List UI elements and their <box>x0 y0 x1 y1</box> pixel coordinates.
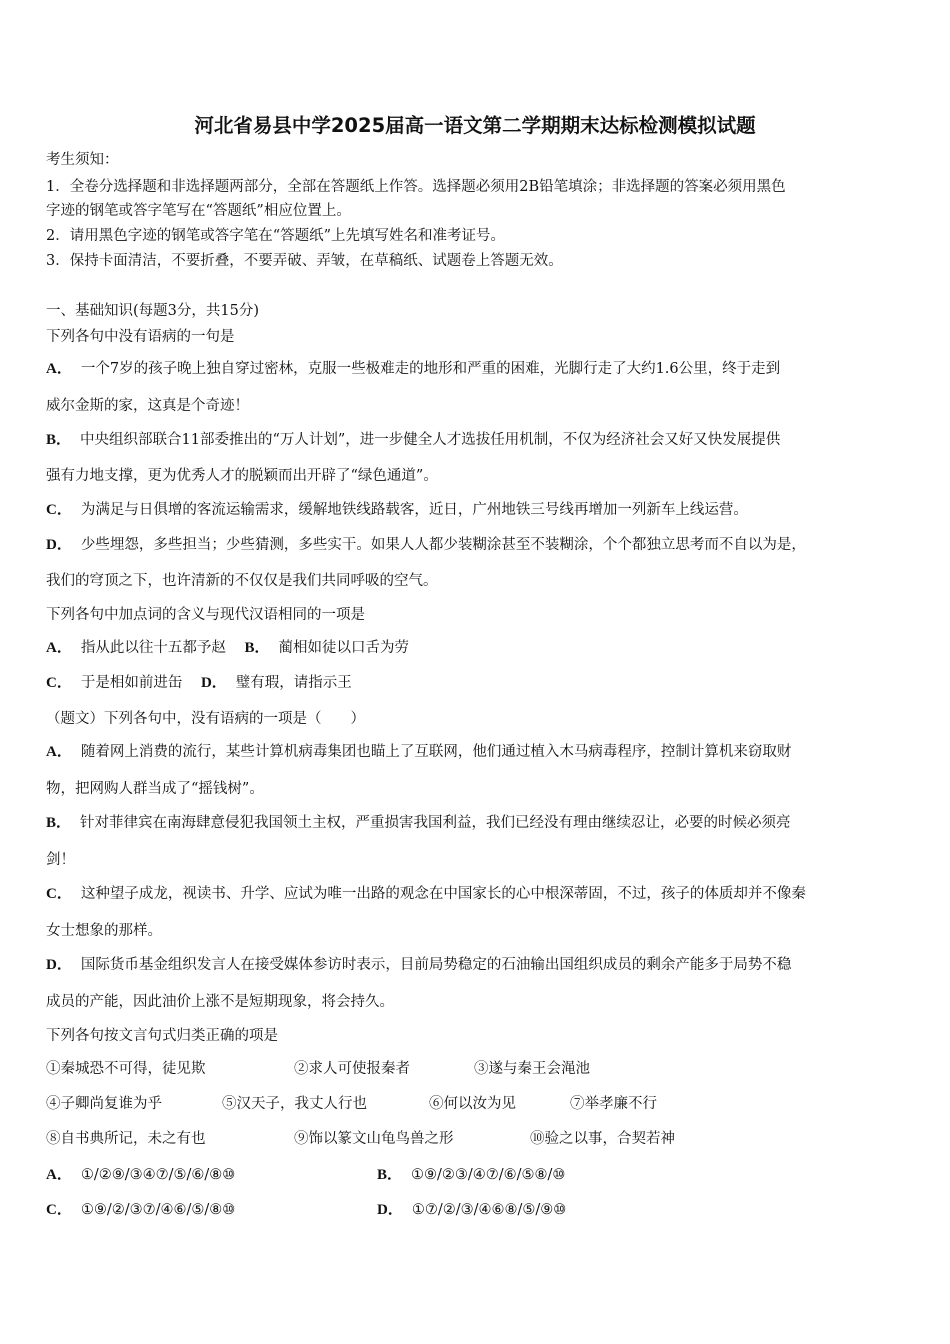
option-text: 一个7岁的孩子晚上独自穿过密林，克服一些极难走的地形和严重的困难，光脚行走了大约1.6公里，终于走到 <box>80 361 781 377</box>
option-b <box>46 813 791 833</box>
option-c <box>46 500 748 520</box>
option-continuation: 威尔金斯的家，这真是个奇迹！ <box>46 398 249 414</box>
option-label: D． <box>377 1202 403 1218</box>
notice-item: 1．全卷分选择题和非选择题两部分，全部在答题纸上作答。选择题必须用2B铅笔填涂；非选择题的答案必须用黑色 <box>46 179 786 195</box>
option-continuation: 女士想象的那样。 <box>46 923 162 939</box>
option-continuation: 我们的穹顶之下，也许清新的不仅仅是我们共同呼吸的空气。 <box>46 573 438 589</box>
notice-item: 3．保持卡面清洁，不要折叠，不要弄破、弄皱，在草稿纸、试题卷上答题无效。 <box>46 253 563 269</box>
option-row <box>46 673 352 693</box>
sentence-item: ⑤汉天子，我丈人行也 <box>222 1096 367 1112</box>
option-a <box>46 742 791 762</box>
notice-item: 字迹的钢笔或答字笔写在“答题纸”相应位置上。 <box>46 203 351 219</box>
option-text: 针对菲律宾在南海肆意侵犯我国领土主权，严重损害我国利益，我们已经没有理由继续忍让，必要的时候必须亮 <box>80 815 791 831</box>
question-stem: 下列各句中加点词的含义与现代汉语相同的一项是 <box>46 607 365 623</box>
sentence-item: ③遂与秦王会渑池 <box>474 1061 590 1077</box>
sentence-item: ④子卿尚复谁为乎 <box>46 1096 162 1112</box>
option-continuation: 剑！ <box>46 852 75 868</box>
sentence-row <box>46 1094 906 1114</box>
option-label: D． <box>46 957 72 973</box>
option-label: A． <box>46 640 72 656</box>
option-label: A． <box>46 361 72 377</box>
option-row <box>46 638 409 658</box>
section-heading: 一、基础知识(每题3分，共15分) <box>46 303 259 319</box>
sentence-item: ②求人可使报秦者 <box>294 1061 410 1077</box>
option-label: B． <box>244 640 270 656</box>
option-text: 指从此以往十五都予赵 <box>80 640 226 656</box>
sentence-row <box>46 1059 906 1079</box>
sentence-item: ⑨饰以篆文山龟鸟兽之形 <box>294 1131 454 1147</box>
option-d <box>46 955 791 975</box>
option-continuation: 成员的产能，因此油价上涨不是短期现象，将会持久。 <box>46 994 394 1010</box>
sentence-item: ⑥何以汝为见 <box>429 1096 516 1112</box>
option-label: B． <box>46 815 72 831</box>
option-text: ①⑨/②/③⑦/④⑥/⑤/⑧⑩ <box>80 1202 236 1218</box>
option-text: 为满足与日俱增的客流运输需求，缓解地铁线路载客，近日，广州地铁三号线再增加一列新车上线运营。 <box>80 502 748 518</box>
question-stem: （题文）下列各句中，没有语病的一项是（ ） <box>46 711 365 727</box>
option-label: B． <box>46 432 72 448</box>
option-text: 这种望子成龙，视读书、升学、应试为唯一出路的观念在中国家长的心中根深蒂固，不过，孩子的体质却并不像秦 <box>80 886 806 902</box>
option-c <box>46 884 806 904</box>
sentence-item: ⑩验之以事，合契若神 <box>530 1131 675 1147</box>
option-label: B． <box>377 1167 403 1183</box>
option-text: 中央组织部联合11部委推出的“万人计划”，进一步健全人才选拔任用机制，不仅为经济社会又好又快发展提供 <box>80 432 781 448</box>
option-d <box>46 535 806 555</box>
option-label: A． <box>46 744 72 760</box>
option-text: ①/②⑨/③④⑦/⑤/⑥/⑧⑩ <box>80 1167 236 1183</box>
option-label: D． <box>200 675 227 691</box>
page-title: 河北省易县中学2025届高一语文第二学期期末达标检测模拟试题 <box>194 114 756 137</box>
option-text: 于是相如前进缶 <box>80 675 183 691</box>
option-row <box>46 1165 906 1185</box>
option-row <box>46 1200 906 1220</box>
option-text: ①⑨/②③/④⑦/⑥/⑤⑧/⑩ <box>411 1167 566 1183</box>
option-label: C． <box>46 886 72 902</box>
question-stem: 下列各句按文言句式归类正确的项是 <box>46 1028 278 1044</box>
option-text: 蔺相如徒以口舌为劳 <box>278 640 409 656</box>
option-text: 国际货币基金组织发言人在接受媒体参访时表示，目前局势稳定的石油输出国组织成员的剩余产能多于局势不稳 <box>80 957 792 973</box>
option-text: 随着网上消费的流行，某些计算机病毒集团也瞄上了互联网，他们通过植入木马病毒程序，控制计算机来窃取财 <box>80 744 792 760</box>
option-continuation: 物，把网购人群当成了“摇钱树”。 <box>46 781 264 797</box>
notice-item: 2．请用黑色字迹的钢笔或答字笔在“答题纸”上先填写姓名和准考证号。 <box>46 228 506 244</box>
option-continuation: 强有力地支撑，更为优秀人才的脱颖而出开辟了“绿色通道”。 <box>46 468 438 484</box>
option-b <box>377 1165 565 1185</box>
sentence-item: ⑦举孝廉不行 <box>570 1096 657 1112</box>
option-label: C． <box>46 1202 72 1218</box>
option-a <box>46 359 780 379</box>
sentence-item: ⑧自书典所记，未之有也 <box>46 1131 206 1147</box>
question-stem: 下列各句中没有语病的一句是 <box>46 329 235 345</box>
option-label: A． <box>46 1167 72 1183</box>
sentence-row <box>46 1129 906 1149</box>
option-text: 璧有瑕，请指示王 <box>235 675 352 691</box>
sentence-item: ①秦城恐不可得，徒见欺 <box>46 1061 206 1077</box>
option-label: D． <box>46 537 72 553</box>
option-text: ①⑦/②/③/④⑥⑧/⑤/⑨⑩ <box>411 1202 567 1218</box>
option-d <box>377 1200 566 1220</box>
notice-heading: 考生须知： <box>46 152 119 168</box>
option-text: 少些埋怨，多些担当；少些猜测，多些实干。如果人人都少装糊涂甚至不装糊涂，个个都独立思考而不自以为是， <box>80 537 806 553</box>
option-label: C． <box>46 502 72 518</box>
option-b <box>46 430 780 450</box>
option-label: C． <box>46 675 72 691</box>
